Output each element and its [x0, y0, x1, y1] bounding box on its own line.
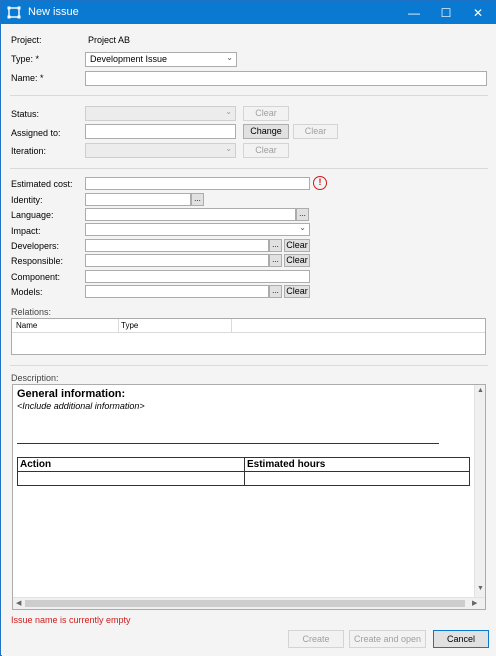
- separator: [10, 168, 488, 169]
- responsible-clear-button[interactable]: Clear: [284, 254, 310, 267]
- chevron-down-icon: ⌄: [226, 53, 233, 62]
- scroll-down-icon[interactable]: ▼: [477, 585, 484, 592]
- close-icon: ✕: [472, 5, 484, 20]
- developers-browse-button[interactable]: ...: [269, 239, 282, 252]
- error-icon: !: [313, 176, 327, 190]
- window-title: New issue: [28, 6, 79, 18]
- description-placeholder: <Include additional information>: [17, 401, 145, 411]
- column-divider: [231, 319, 232, 333]
- models-input[interactable]: [85, 285, 269, 298]
- type-value: Development Issue: [90, 54, 168, 64]
- horizontal-scrollbar[interactable]: [13, 597, 485, 609]
- estimated-cost-input[interactable]: [85, 177, 310, 190]
- create-and-open-button[interactable]: Create and open: [349, 630, 426, 648]
- minimize-icon: —: [408, 5, 420, 20]
- estimated-cost-label: Estimated cost:: [11, 179, 73, 189]
- iteration-label: Iteration:: [11, 146, 47, 156]
- responsible-label: Responsible:: [11, 256, 64, 266]
- issue-app-icon: [7, 6, 21, 19]
- close-button[interactable]: [462, 1, 494, 24]
- description-heading: General information:: [17, 388, 126, 400]
- action-table-divider: [244, 458, 245, 485]
- title-bar[interactable]: [1, 1, 495, 24]
- chevron-down-icon: ⌄: [225, 107, 232, 116]
- description-editor[interactable]: [12, 384, 486, 610]
- component-label: Component:: [11, 272, 61, 282]
- action-table: [17, 457, 470, 486]
- validation-message: Issue name is currently empty: [11, 615, 131, 625]
- status-label: Status:: [11, 109, 40, 119]
- chevron-down-icon: ⌄: [299, 223, 306, 232]
- column-divider: [118, 319, 119, 333]
- component-input[interactable]: [85, 270, 310, 283]
- dialog-body: [2, 24, 496, 656]
- scroll-right-icon[interactable]: ▶: [472, 600, 478, 607]
- estimated-hours-header: Estimated hours: [247, 459, 326, 470]
- models-clear-button[interactable]: Clear: [284, 285, 310, 298]
- language-input[interactable]: [85, 208, 296, 221]
- responsible-browse-button[interactable]: ...: [269, 254, 282, 267]
- minimize-button[interactable]: [398, 1, 430, 24]
- scroll-left-icon[interactable]: ◀: [16, 600, 22, 607]
- developers-label: Developers:: [11, 241, 60, 251]
- column-header-type[interactable]: Type: [121, 321, 139, 330]
- assigned-to-label: Assigned to:: [11, 128, 61, 138]
- name-input[interactable]: [85, 71, 487, 86]
- identity-label: Identity:: [11, 195, 43, 205]
- separator: [10, 365, 488, 366]
- iteration-combobox[interactable]: [85, 143, 236, 158]
- description-label: Description:: [11, 373, 59, 383]
- assigned-change-button[interactable]: Change: [243, 124, 289, 139]
- responsible-input[interactable]: [85, 254, 269, 267]
- developers-input[interactable]: [85, 239, 269, 252]
- type-label: Type: *: [11, 54, 40, 64]
- language-browse-button[interactable]: ...: [296, 208, 309, 221]
- identity-input[interactable]: [85, 193, 191, 206]
- create-button[interactable]: Create: [288, 630, 344, 648]
- project-label: Project:: [11, 35, 42, 45]
- relations-label: Relations:: [11, 307, 52, 317]
- horizontal-scroll-thumb[interactable]: [25, 600, 465, 607]
- maximize-button[interactable]: [430, 1, 462, 24]
- developers-clear-button[interactable]: Clear: [284, 239, 310, 252]
- name-label: Name: *: [11, 73, 44, 83]
- column-header-name[interactable]: Name: [16, 321, 38, 330]
- status-combobox[interactable]: [85, 106, 236, 121]
- project-value: Project AB: [88, 35, 131, 45]
- chevron-down-icon: ⌄: [225, 144, 232, 153]
- separator: [10, 95, 488, 96]
- language-label: Language:: [11, 210, 54, 220]
- cancel-button[interactable]: Cancel: [433, 630, 489, 648]
- type-combobox[interactable]: [85, 52, 237, 67]
- relations-grid-header: [12, 319, 485, 333]
- models-browse-button[interactable]: ...: [269, 285, 282, 298]
- impact-label: Impact:: [11, 226, 41, 236]
- scroll-up-icon[interactable]: ▲: [477, 387, 484, 394]
- horizontal-rule: [17, 443, 439, 444]
- maximize-icon: ☐: [440, 5, 452, 20]
- assigned-clear-button[interactable]: Clear: [293, 124, 338, 139]
- relations-grid[interactable]: [11, 318, 486, 355]
- models-label: Models:: [11, 287, 43, 297]
- action-header: Action: [20, 459, 52, 470]
- iteration-clear-button[interactable]: Clear: [243, 143, 289, 158]
- identity-browse-button[interactable]: ...: [191, 193, 204, 206]
- assigned-to-input[interactable]: [85, 124, 236, 139]
- vertical-scrollbar[interactable]: [474, 385, 485, 597]
- impact-combobox[interactable]: [85, 223, 310, 236]
- status-clear-button[interactable]: Clear: [243, 106, 289, 121]
